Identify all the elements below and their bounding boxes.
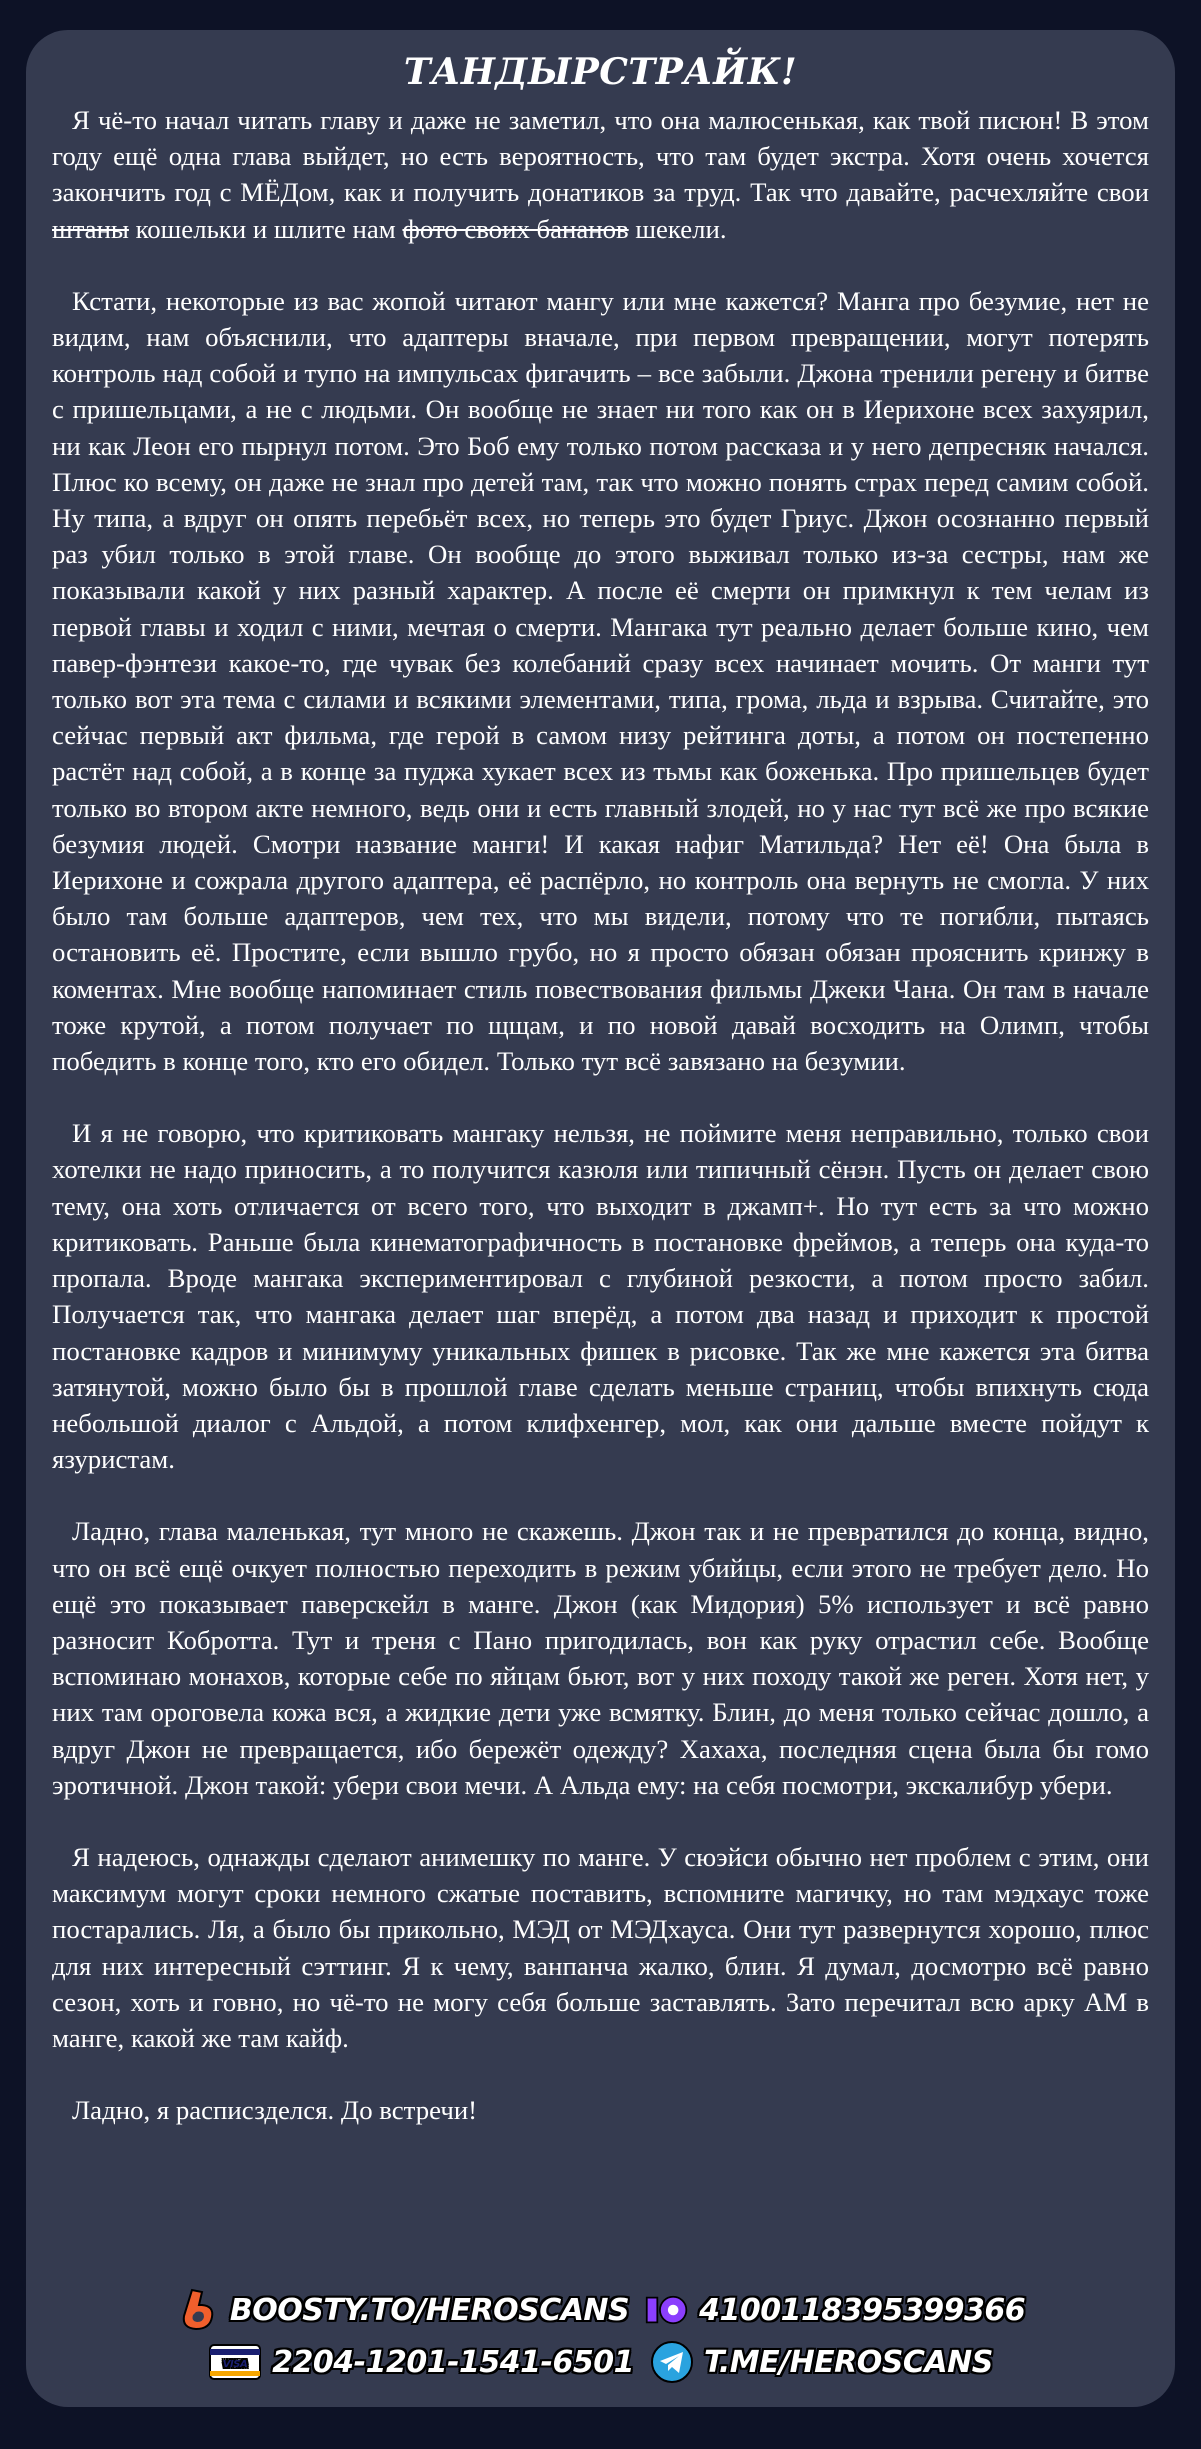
- telegram-icon: [650, 2340, 694, 2384]
- support-footer: [26, 2284, 1175, 2388]
- yoomoney-link[interactable]: [645, 2288, 1025, 2332]
- paragraph: [52, 1513, 1149, 1803]
- boosty-link[interactable]: [176, 2288, 629, 2332]
- paragraph-text: Ладно, я расписзделся. До встречи!: [72, 2095, 478, 2126]
- paragraph-text: кошельки и шлите нам: [128, 213, 403, 244]
- paragraph: [52, 1839, 1149, 2056]
- strikethrough-text: штаны: [52, 213, 129, 244]
- telegram-link[interactable]: [650, 2340, 993, 2384]
- paragraph-text: Ладно, глава маленькая, тут много не скажешь. Джон так и не превратился до конца, видно, что он всё ещё очкует полностью переходить в режим убийцы, если этого не требует дело. Но ещё это показывает паверскейл в манге. Джон (как Мидория) 5% использует и всё равно разносит Кобротта. Тут и треня с Пано пригодилась, вон как руку отрастил себе. Вообще вспоминаю монахов, которые себе по яйцам бьют, вот у них походу такой же реген. Хотя нет, у них там ороговела кожа вся, а жидкие дети уже всмятку. Блин, до меня только сейчас дошло, а вдруг Джон не превращается, ибо бережёт одежду? Хахаха, последняя сцена была бы гомо эротичной. Джон такой: убери свои мечи. А Альда ему: на себя посмотри, экскалибур убери.: [52, 1516, 1149, 1800]
- yoomoney-icon: [645, 2288, 689, 2332]
- yoomoney-number: 4100118395399366: [699, 2292, 1026, 2328]
- paragraph-text: шекели.: [628, 213, 727, 244]
- afterword-card: [26, 30, 1175, 2407]
- footer-row-2: [26, 2336, 1175, 2388]
- visa-card[interactable]: [208, 2340, 634, 2384]
- page-title: ТАНДЫРСТРАЙК!: [403, 51, 798, 93]
- paragraph-text: Я чё-то начал читать главу и даже не заметил, что она малюсенькая, как твой писюн! В этом году ещё одна глава выйдет, но есть вероятность, что там будет экстра. Хотя очень хочется закончить год с МЁДом, как и получить донатиков за труд. Так что давайте, расчехляйте свои: [52, 105, 1149, 208]
- boosty-icon: [176, 2288, 220, 2332]
- paragraph-text: И я не говорю, что критиковать мангаку нельзя, не поймите меня неправильно, только свои хотелки не надо приносить, а то получится казюля или типичный сёнэн. Пусть он делает свою тему, она хоть отличается от всего того, что выходит в джамп+. Но тут есть за что можно критиковать. Раньше была кинематографичность в постановке фреймов, а теперь она куда-то пропала. Вроде мангака экспериментировал с глубиной резкости, а потом просто забил. Получается так, что мангака делает шаг вперёд, а потом два назад и приходит к простой постановке кадров и минимуму уникальных фишек в рисовке. Так же мне кажется эта битва затянутой, можно было бы в прошлой главе сделать меньше страниц, чтобы впихнуть сюда небольшой диалог с Альдой, а потом клифхенгер, мол, как они дальше вместе пойдут к язуристам.: [52, 1118, 1149, 1475]
- paragraph: [52, 2092, 1149, 2128]
- article-body: [52, 102, 1149, 2128]
- visa-card-icon: [208, 2340, 262, 2384]
- footer-row-1: [26, 2284, 1175, 2336]
- svg-text:VISA: VISA: [222, 2359, 248, 2370]
- paragraph: [52, 283, 1149, 1079]
- card-number: 2204-1201-1541-6501: [272, 2344, 634, 2380]
- telegram-url: T.ME/HEROSCANS: [704, 2344, 993, 2380]
- paragraph-text: Я надеюсь, однажды сделают анимешку по манге. У сюэйси обычно нет проблем с этим, они максимум могут сроки немного сжатые поставить, вспомните магичку, но там мэдхаус тоже постарались. Ля, а было бы прикольно, МЭД от МЭДхауса. Они тут развернутся хорошо, плюс для них интересный сэттинг. Я к чему, ванпанча жалко, блин. Я думал, досмотрю всё равно сезон, хоть и говно, но чё-то не могу себя больше заставлять. Зато перечитал всю арку АМ в манге, какой же там кайф.: [52, 1841, 1149, 2053]
- paragraph: [52, 102, 1149, 247]
- paragraph: [52, 1115, 1149, 1477]
- boosty-url: BOOSTY.TO/HEROSCANS: [229, 2292, 630, 2328]
- strikethrough-text: фото своих бананов: [402, 213, 629, 244]
- paragraph-text: Кстати, некоторые из вас жопой читают мангу или мне кажется? Манга про безумие, нет не видим, нам объяснили, что адаптеры вначале, при первом превращении, могут потерять контроль над собой и тупо на импульсах фигачить – все забыли. Джона тренили регену и битве с пришельцами, а не с людьми. Он вообще не знает ни того как он в Иерихоне всех захуярил, ни как Леон его пырнул потом. Это Боб ему только потом рассказа и у него депресняк начался. Плюс ко всему, он даже не знал про детей там, так что можно понять страх перед самим собой. Ну типа, а вдруг он опять перебьёт всех, но теперь это будет Гриус. Джон осознанно первый раз убил только в этой главе. Он вообще до этого выживал только из-за сестры, нам же показывали какой у них разный характер. А после её смерти он примкнул к тем челам из первой главы и ходил с ними, мечтая о смерти. Мангака тут реально делает больше кино, чем павер-фэнтези какое-то, где чувак без колебаний сразу всех начинает мочить. От манги тут только вот эта тема с силами и всякими элементами, типа, грома, льда и взрыва. Считайте, это сейчас первый акт фильма, где герой в самом низу рейтинга доты, а потом он постепенно растёт над собой, а в конце за пуджа хукает всех из тьмы как боженька. Про пришельцев будет только во втором акте немного, ведь они и есть главный злодей, но у нас тут всё же про всякие безумия людей. Смотри название манги! И какая нафиг Матильда? Нет её! Она была в Иерихоне и сожрала другого адаптера, её распёрло, но контроль она вернуть не смогла. У них было там больше адаптеров, чем тех, что мы видели, потому что те погибли, пытаясь остановить её. Простите, если вышло грубо, но я просто обязан обязан прояснить кринжу в коментах. Мне вообще напоминает стиль повествования фильмы Джеки Чана. Он там в начале тоже крутой, а потом получает по щщам, и по новой давай восходить на Олимп, чтобы победить в конце того, кто его обидел. Только тут всё завязано на безумии.: [52, 285, 1149, 1077]
